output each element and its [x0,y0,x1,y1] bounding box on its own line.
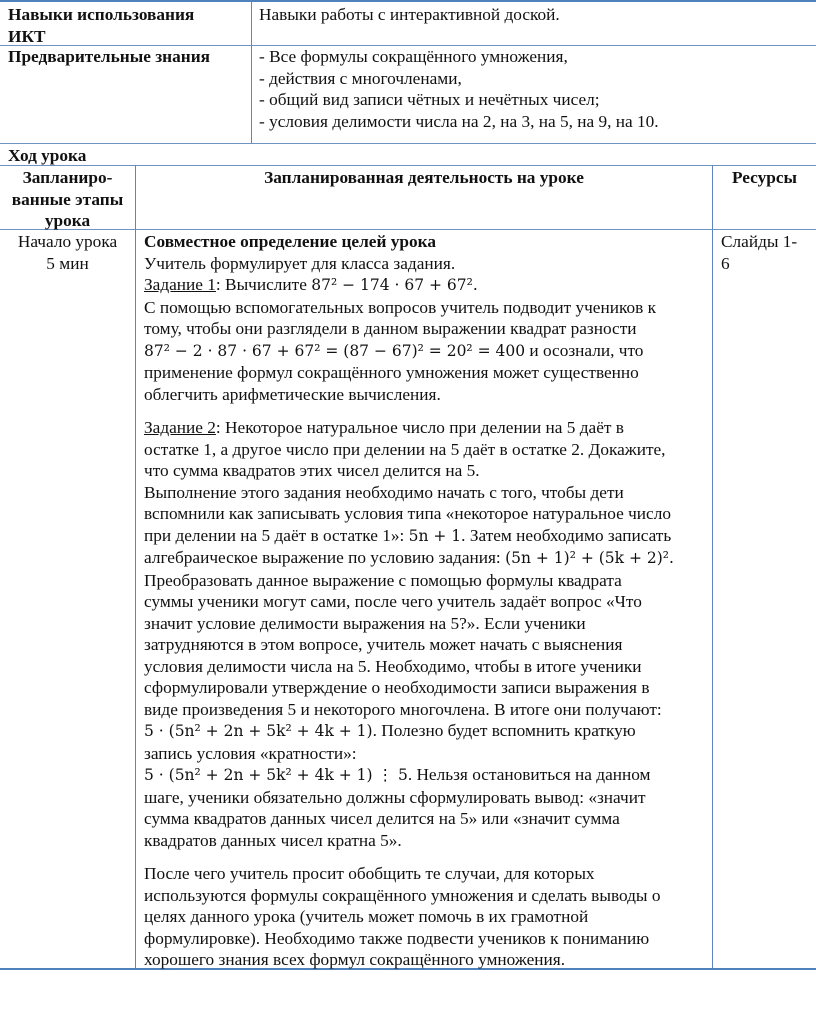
table2-top-border [0,165,816,166]
prior-knowledge-list [259,46,659,132]
prior-knowledge-item: - общий вид записи чётных и нечётных чисел; [259,90,600,109]
task1: Задание 1: Вычислите 87² − 174 · 67 + 67². [144,275,478,294]
prior-knowledge-item: - Все формулы сокращённого умножения, [259,47,568,66]
p1-expression: 87² − 2 · 87 · 67 + 67² = (87 − 67)² = 20² = 400 [144,341,526,360]
table2-column-divider-2 [712,165,713,969]
p2-expression-4: 5 · (5n² + 2n + 5k² + 4k + 1) ⋮ 5 [144,766,408,784]
table1-top-border [0,0,816,2]
p2-expression-1: 5n + 1 [408,526,462,545]
task2-label: Задание 2 [144,418,216,437]
activity-cell [144,231,710,971]
stage-duration: 5 мин [46,253,89,273]
resources-cell: Слайды 1- 6 [721,232,798,273]
header-activity: Запланированная деятельность на уроке [264,168,584,187]
header-stages: Запланиро- ванные этапы урока [11,168,124,230]
paragraph-1: С помощью вспомогательных вопросов учитель подводит учеников к тому, чтобы они разглядели в данном выражении квадрат разности 87² − 2 · 87 · 67 + 67² = (87 − 67)² = 20² = 400 и осознали, что применение формул сокращённого умножения может существенно облегчить арифметические вычисления. [144,297,656,404]
paragraph-3: После чего учитель просит обобщить те случаи, для которых используются формулы сокращённого умножения и сделать выводы о целях данного урока (учитель может помочь в их грамотной формулировке). Необходимо также подвести учеников к пониманию хорошего знания всех формул сокращённого умножения. [144,864,661,969]
ict-skills-value: Навыки работы с интерактивной доской. [259,5,560,24]
ict-skills-label: Навыки использования ИКТ [8,5,195,46]
stage-name: Начало урока [17,232,118,251]
table2-column-divider-1 [135,165,136,969]
activity-intro: Учитель формулирует для класса задания. [144,253,456,273]
prior-knowledge-item: - действия с многочленами, [259,68,462,88]
stage-cell [0,231,135,274]
prior-knowledge-label: Предварительные знания [8,47,211,66]
task2: Задание 2: Некоторое натуральное число при делении на 5 даёт в остатке 1, а другое число при делении на 5 даёт в остатке 2. Докажите, что сумма квадратов этих чисел делится на 5. [144,418,666,480]
task1-label: Задание 1 [144,275,216,294]
table1-column-divider [251,0,252,143]
p2-expression-2: (5n + 1)² + (5k + 2)². [505,549,674,567]
table1-bottom-border [0,143,816,144]
prior-knowledge-item: - условия делимости числа на 2, на 3, на 5, на 9, на 10. [259,111,659,131]
header-resources: Ресурсы [731,168,798,187]
paragraph-2: Выполнение этого задания необходимо начать с того, чтобы дети вспомнили как записывать условия типа «некоторое натуральное число при делении на 5 даёт в остатке 1»: 5n + 1. Затем необходимо записать алгебраическое выражение по условию задания: (5n + 1)² + (5k + 2)². Преобразовать данное выражение с помощью формулы квадрата суммы ученики могут сами, после чего учитель задаёт вопрос «Что значит условие делимости выражения на 5?». Если ученики затрудняются в этом вопросе, учитель может начать с выяснения условия делимости числа на 5. Необходимо, чтобы в итоге ученики сформулировали утверждение о необходимости записи выражения в виде произведения 5 и некоторого многочлена. В итоге они получают: 5 · (5n² + 2n + 5k² + 4k + 1). Полезно будет вспомнить краткую запись условия «кратности»: 5 · (5n² + 2n + 5k² + 4k + 1) ⋮ 5. Нельзя остановиться на данном шаге, ученики обязательно должны сформулировать вывод: «значит сумма квадратов данных чисел делится на 5» или «значит сумма квадратов данных чисел кратна 5». [144,482,674,850]
task1-expression: 87² − 174 · 67 + 67². [311,276,478,294]
activity-heading: Совместное определение целей урока [144,232,436,251]
p2-expression-3: 5 · (5n² + 2n + 5k² + 4k + 1) [144,722,373,740]
section-title: Ход урока [8,146,87,165]
